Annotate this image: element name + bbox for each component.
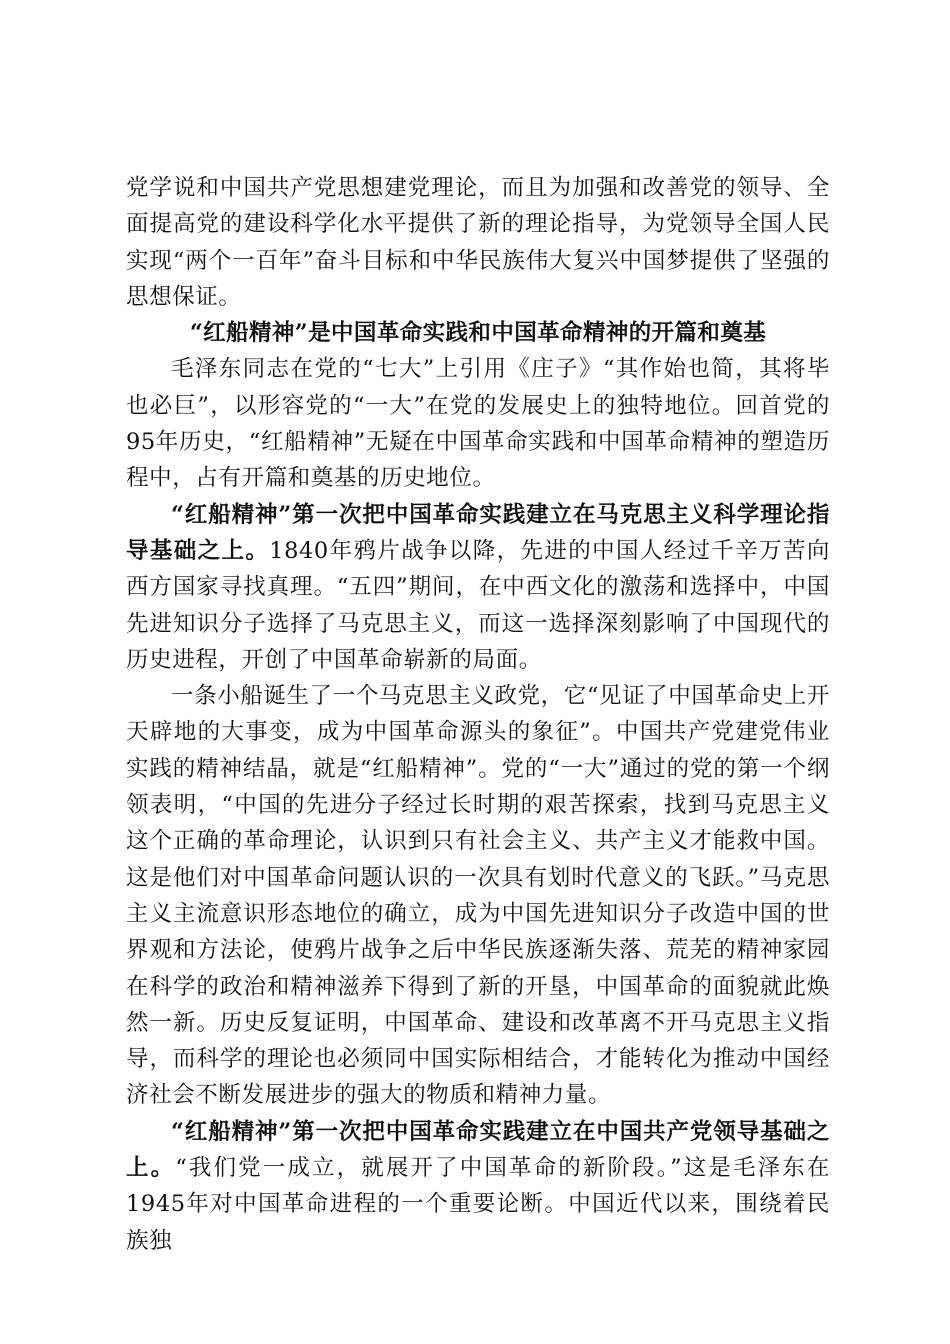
paragraph-body-marxism: 1840年鸦片战争以降，先进的中国人经过千辛万苦向西方国家寻找真理。“五四”期间，在中西文化的激荡和选择中，中国先进知识分子选择了马克思主义，而这一选择深刻影响了中国现代的历史进程，开创了中国革命崭新的局面。	[126, 537, 830, 673]
paragraph-lead-party: “红船精神”第一次把中国革命实践建立在中国共产党领导基础之上。	[126, 1118, 830, 1182]
paragraph-party-leadership	[126, 1114, 830, 1259]
paragraph-marxism-guidance	[126, 497, 830, 678]
paragraph-continuation: 党学说和中国共产党思想建党理论，而且为加强和改善党的领导、全面提高党的建设科学化水平提供了新的理论指导，为党领导全国人民实现“两个一百年”奋斗目标和中华民族伟大复兴中国梦提供了坚强的思想保证。	[126, 175, 830, 310]
paragraph-lead-marxism: “红船精神”第一次把中国革命实践建立在马克思主义科学理论指导基础之上。	[126, 501, 830, 564]
paragraph-body-party: “我们党一成立，就展开了中国革命的新阶段。”这是毛泽东在1945年对中国革命进程的一个重要论断。中国近代以来，围绕着民族独	[126, 1155, 831, 1254]
document-page	[126, 170, 830, 1259]
paragraph-mao-quote: 毛泽东同志在党的“七大”上引用《庄子》“其作始也简，其将毕也必巨”，以形容党的“一大”在党的发展史上的独特地位。回首党的95年历史，“红船精神”无疑在中国革命实践和中国革命精神的塑造历程中，占有开篇和奠基的历史地位。	[126, 356, 830, 492]
section-heading: “红船精神”是中国革命实践和中国革命精神的开篇和奠基	[189, 320, 767, 347]
paragraph-small-boat: 一条小船诞生了一个马克思主义政党，它“见证了中国革命史上开天辟地的大事变，成为中国革命源头的象征”。中国共产党建党伟业实践的精神结晶，就是“红船精神”。党的“一大”通过的党的第一个纲领表明，“中国的先进分子经过长时期的艰苦探索，找到马克思主义这个正确的革命理论，认识到只有社会主义、共产主义才能救中国。这是他们对中国革命问题认识的一次具有划时代意义的飞跃。”马克思主义主流意识形态地位的确立，成为中国先进知识分子改造中国的世界观和方法论，使鸦片战争之后中华民族逐渐失落、荒芜的精神家园在科学的政治和精神滋养下得到了新的开垦，中国革命的面貌就此焕然一新。历史反复证明，中国革命、建设和改革离不开马克思主义指导，而科学的理论也必须同中国实际相结合，才能转化为推动中国经济社会不断发展进步的强大的物质和精神力量。	[126, 683, 830, 1109]
